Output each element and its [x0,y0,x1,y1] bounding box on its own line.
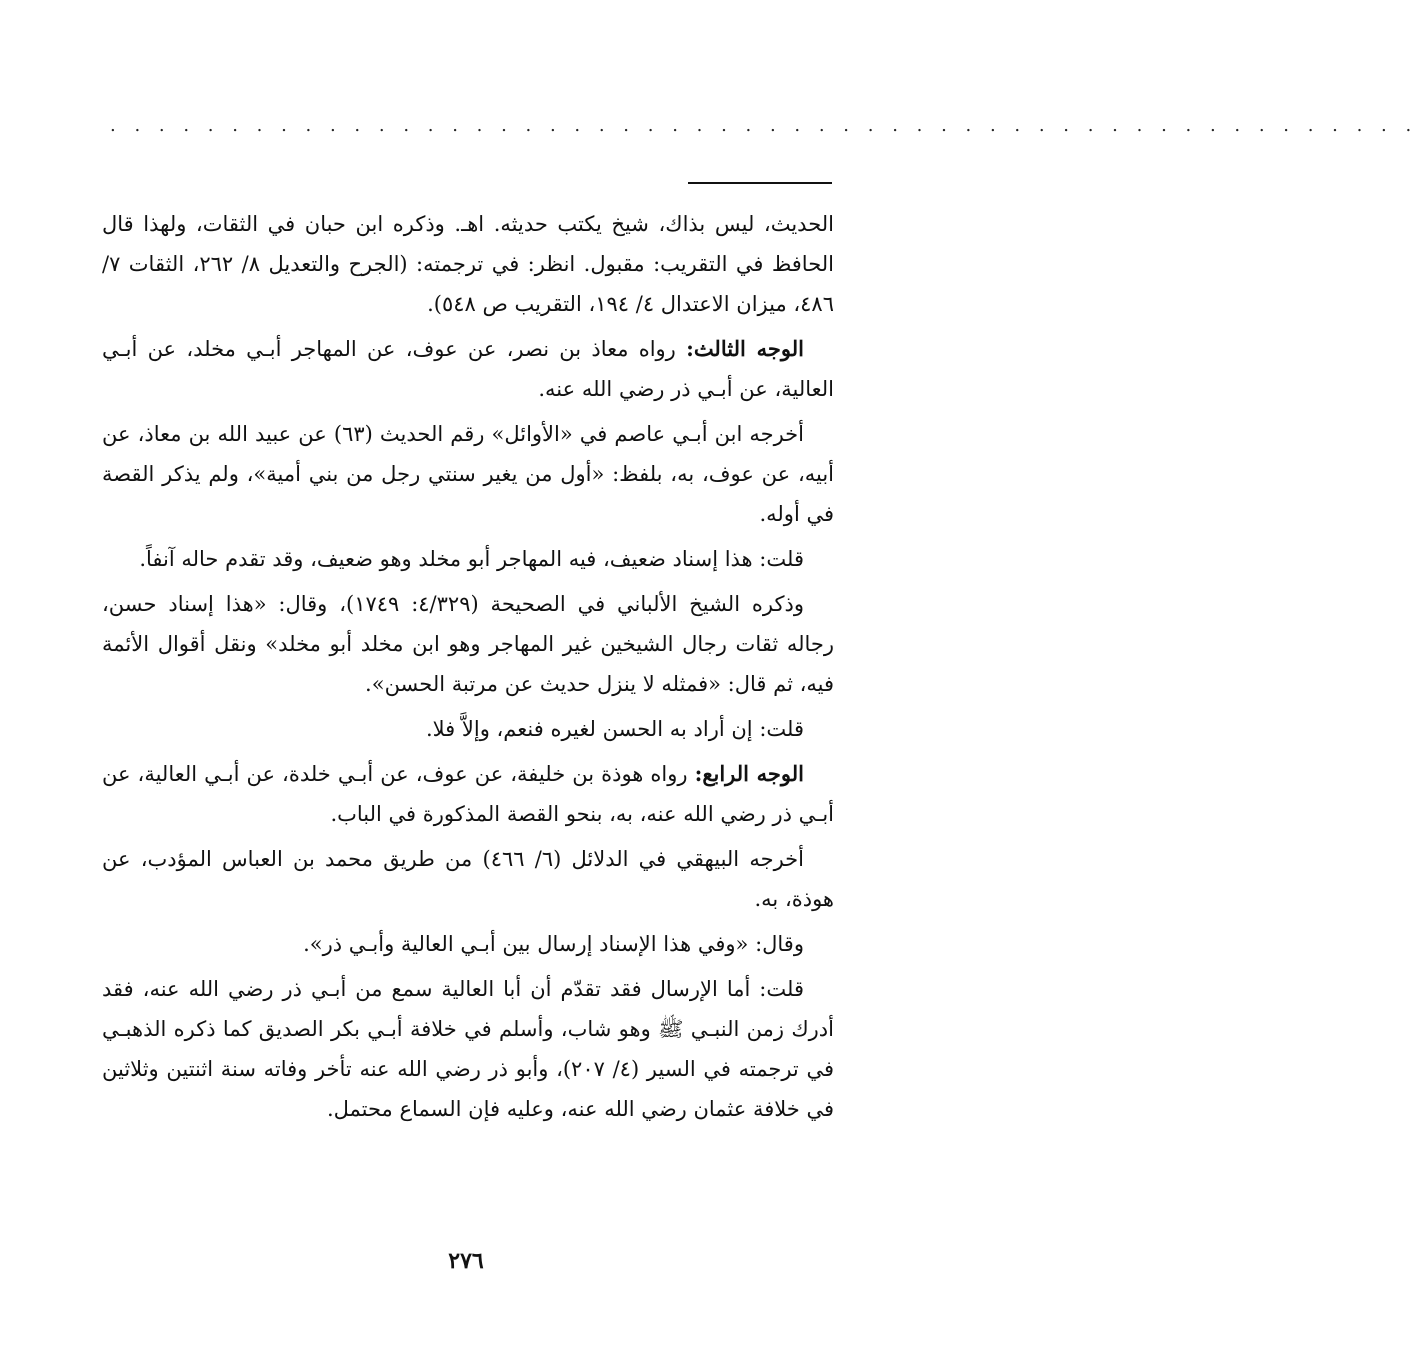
paragraph-10 [102,969,834,1129]
paragraph-text: الحديث، ليس بذاك، شيخ يكتب حديثه. اهـ. وذكره ابن حبان في الثقات، ولهذا قال الحافظ في التقريب: مقبول. انظر: في ترجمته: (الجرح والتعديل ٨/ ٢٦٢، الثقات ٧/ ٤٨٦، ميزان الاعتدال ٤/ ١٩٤، التقريب ص ٥٤٨). [102,212,834,316]
paragraph-5 [102,584,834,704]
dotted-separator: . . . . . . . . . . . . . . . . . . . . . . . . . . . . . . . . . . . . . . . . . . . . . . . . . . . . . . [110,115,1418,136]
paragraph-text: وذكره الشيخ الألباني في الصحيحة (٤/٣٢٩: ١٧٤٩)، وقال: «هذا إسناد حسن، رجاله ثقات رجال الشيخين غير المهاجر وهو ابن مخلد أبو مخلد» ونقل أقوال الأئمة فيه، ثم قال: «فمثله لا ينزل حديث عن مرتبة الحسن». [102,592,834,696]
paragraph-9 [102,924,834,964]
paragraph-text: قلت: إن أراد به الحسن لغيره فنعم، وإلاَّ فلا. [425,717,804,741]
paragraph-text: قلت: هذا إسناد ضعيف، فيه المهاجر أبو مخلد وهو ضعيف، وقد تقدم حاله آنفاً. [139,547,804,571]
paragraph-6 [102,709,834,749]
page-body [102,204,834,1134]
paragraph-text: أخرجه ابن أبـي عاصم في «الأوائل» رقم الحديث (٦٣) عن عبيد الله بن معاذ، عن أبيه، عن عوف، به، بلفظ: «أول من يغير سنتي رجل من بني أمية»، ولم يذكر القصة في أوله. [102,422,834,526]
paragraph-text: وقال: «وفي هذا الإسناد إرسال بين أبـي العالية وأبـي ذر». [303,932,804,956]
paragraph-2 [102,329,834,409]
paragraph-lead: الوجه الرابع: [694,761,805,786]
paragraph-1 [102,204,834,324]
paragraph-text: رواه هوذة بن خليفة، عن عوف، عن أبـي خلدة، عن أبـي العالية، عن أبـي ذر رضي الله عنه، به، بنحو القصة المذكورة في الباب. [102,762,834,826]
footnote-rule [688,182,832,184]
paragraph-7 [102,754,834,834]
paragraph-text: قلت: أما الإرسال فقد تقدّم أن أبا العالية سمع من أبـي ذر رضي الله عنه، فقد أدرك زمن النبـي ﷺ وهو شاب، وأسلم في خلافة أبـي بكر الصديق كما ذكره الذهبـي في ترجمته في السير (٤/ ٢٠٧)، وأبو ذر رضي الله عنه تأخر وفاته سنة اثنتين وثلاثين في خلافة عثمان رضي الله عنه، وعليه فإن السماع محتمل. [102,977,834,1121]
paragraph-8 [102,839,834,919]
paragraph-lead: الوجه الثالث: [686,336,804,361]
paragraph-3 [102,414,834,534]
page-number: ٢٧٦ [448,1248,484,1274]
paragraph-text: رواه معاذ بن نصر، عن عوف، عن المهاجر أبـي مخلد، عن أبـي العالية، عن أبـي ذر رضي الله عنه. [102,337,834,401]
paragraph-text: أخرجه البيهقي في الدلائل (٦/ ٤٦٦) من طريق محمد بن العباس المؤدب، عن هوذة، به. [102,847,834,911]
paragraph-4 [102,539,834,579]
